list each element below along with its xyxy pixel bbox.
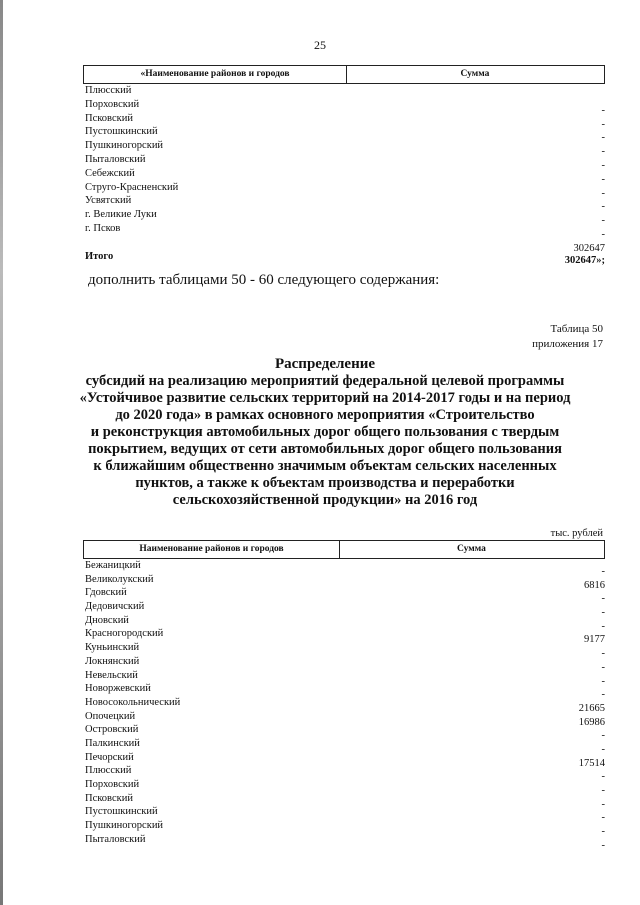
sum-value: - xyxy=(601,215,605,227)
district-name: г. Псков xyxy=(85,222,121,234)
district-name: Куньинский xyxy=(85,642,140,654)
table-row xyxy=(83,710,605,728)
table-row xyxy=(83,84,605,98)
table-body xyxy=(83,559,605,851)
district-name: Великолукский xyxy=(85,573,154,585)
district-name: Островский xyxy=(85,724,139,736)
table-row xyxy=(83,669,605,687)
table-50 xyxy=(83,540,605,851)
sum-value: 302647 xyxy=(573,242,605,254)
district-name: Усвятский xyxy=(85,195,132,207)
table-caption-appendix: приложения 17 xyxy=(532,338,603,350)
table-row xyxy=(83,125,605,144)
table-row xyxy=(83,208,605,227)
header-sum: Сумма xyxy=(457,544,486,554)
units-label: тыс. рублей xyxy=(550,528,603,539)
table-row xyxy=(83,222,605,240)
district-name: Локнянский xyxy=(85,655,140,667)
table-caption xyxy=(532,322,603,352)
heading-line: субсидий на реализацию мероприятий федеральной целевой программы xyxy=(85,373,565,389)
table-row xyxy=(83,641,605,660)
sum-value: - xyxy=(601,648,605,660)
table-row xyxy=(83,819,605,838)
heading-line: и реконструкция автомобильных дорог общего пользования с твердым xyxy=(90,424,560,440)
sum-value: - xyxy=(601,159,605,171)
sum-value: - xyxy=(601,771,605,783)
district-name: Новосокольнический xyxy=(85,696,181,708)
table-row xyxy=(83,792,605,810)
table-previous xyxy=(83,65,605,264)
table-row xyxy=(83,764,605,783)
sum-value: - xyxy=(601,146,605,158)
table-row xyxy=(83,236,605,254)
district-name: Бежаницкий xyxy=(85,560,141,571)
table-row xyxy=(83,627,605,646)
sum-value: - xyxy=(601,607,605,619)
sum-value: - xyxy=(601,743,605,755)
district-name: Пустошкинский xyxy=(85,126,158,138)
table-row xyxy=(83,167,605,185)
table-row xyxy=(83,614,605,632)
district-name: г. Великие Луки xyxy=(85,209,157,221)
sum-value: - xyxy=(601,730,605,742)
sum-value: - xyxy=(601,620,605,632)
sum-value: - xyxy=(601,187,605,199)
district-name: Красногородский xyxy=(85,628,164,640)
sum-value: 9177 xyxy=(584,634,605,646)
header-name: Наименование районов и городов xyxy=(84,541,340,558)
sum-value: 16986 xyxy=(578,716,605,728)
sum-value: - xyxy=(601,566,605,577)
table-row xyxy=(83,112,605,130)
district-name: Псковский xyxy=(85,792,133,804)
sum-value: - xyxy=(601,228,605,240)
district-name: Струго-Красненский xyxy=(85,181,179,193)
table-row xyxy=(83,737,605,755)
district-name: Пушкиногорский xyxy=(85,820,164,832)
district-name: Палкинский xyxy=(85,737,140,749)
sum-value: - xyxy=(601,798,605,810)
district-name: Опочецкий xyxy=(85,710,136,722)
distribution-heading xyxy=(60,356,590,509)
total-row xyxy=(83,250,605,264)
sum-value: - xyxy=(601,785,605,796)
sum-value: 6816 xyxy=(584,579,605,591)
table-row xyxy=(83,723,605,742)
sum-value: - xyxy=(601,104,605,116)
district-name: Плюсский xyxy=(85,765,132,777)
table-row xyxy=(83,181,605,199)
district-name: Пустошкинский xyxy=(85,806,158,818)
table-row xyxy=(83,751,605,769)
district-name: Себежский xyxy=(85,167,135,179)
district-name: Порховский xyxy=(85,779,140,790)
table-row xyxy=(83,194,605,213)
district-name: Псковский xyxy=(85,112,133,124)
sum-value: - xyxy=(601,661,605,673)
sum-value: - xyxy=(601,839,605,851)
sum-value: - xyxy=(601,173,605,185)
table-row xyxy=(83,833,605,851)
table-body xyxy=(83,84,605,254)
heading-title: Распределение xyxy=(274,356,376,372)
sum-value: - xyxy=(601,201,605,213)
sum-value: - xyxy=(601,689,605,701)
sum-value: - xyxy=(601,118,605,130)
table-row xyxy=(83,559,605,577)
table-row xyxy=(83,573,605,591)
heading-line: покрытием, ведущих от сети автомобильных дорог общего пользования xyxy=(88,441,562,457)
scan-edge xyxy=(0,0,3,905)
sum-value: - xyxy=(601,812,605,824)
district-name: Дновский xyxy=(85,614,129,626)
district-name: Пушкиногорский xyxy=(85,140,164,152)
table-row xyxy=(83,586,605,605)
sum-value: 17514 xyxy=(578,757,605,769)
district-name: Невельский xyxy=(85,669,138,681)
table-caption-number: Таблица 50 xyxy=(550,323,603,335)
sum-value: 21665 xyxy=(578,702,605,714)
table-row xyxy=(83,655,605,673)
district-name: Пыталовский xyxy=(85,153,146,165)
supplement-text: дополнить таблицами 50 - 60 следующего содержания: xyxy=(88,272,440,288)
table-row xyxy=(83,600,605,619)
heading-line: сельскохозяйственной продукции» на 2016 год xyxy=(172,492,478,508)
district-name: Дедовичский xyxy=(85,601,145,613)
table-row xyxy=(83,682,605,701)
sum-value: - xyxy=(601,826,605,838)
table-row xyxy=(83,98,605,116)
sum-value: - xyxy=(601,675,605,687)
district-name: Новоржевский xyxy=(85,683,151,695)
table-row xyxy=(83,139,605,158)
district-name: Порховский xyxy=(85,98,140,110)
district-name: Гдовский xyxy=(85,587,127,599)
page-number: 25 xyxy=(314,38,326,52)
table-row xyxy=(83,805,605,824)
heading-line: «Устойчивое развитие сельских территорий на 2014-2017 годы и на период xyxy=(79,390,571,406)
district-name: Плюсский xyxy=(85,85,132,96)
table-header xyxy=(83,65,605,84)
sum-value: - xyxy=(601,593,605,605)
table-row xyxy=(83,696,605,714)
heading-line: к ближайшим общественно значимым объектам сельских населенных xyxy=(93,458,557,474)
header-name: «Наименование районов и городов xyxy=(84,66,347,83)
total-label: Итого xyxy=(85,250,114,262)
heading-line: до 2020 года» в рамках основного мероприятия «Строительство xyxy=(115,407,535,423)
table-row xyxy=(83,778,605,796)
heading-line: пунктов, а также к объектам производства и переработки xyxy=(135,475,515,491)
total-value: 302647»; xyxy=(564,254,605,266)
table-header xyxy=(83,540,605,559)
district-name: Пыталовский xyxy=(85,833,146,845)
table-row xyxy=(83,153,605,171)
district-name: Печорский xyxy=(85,751,134,763)
header-sum: Сумма xyxy=(460,69,490,79)
sum-value: - xyxy=(601,132,605,144)
